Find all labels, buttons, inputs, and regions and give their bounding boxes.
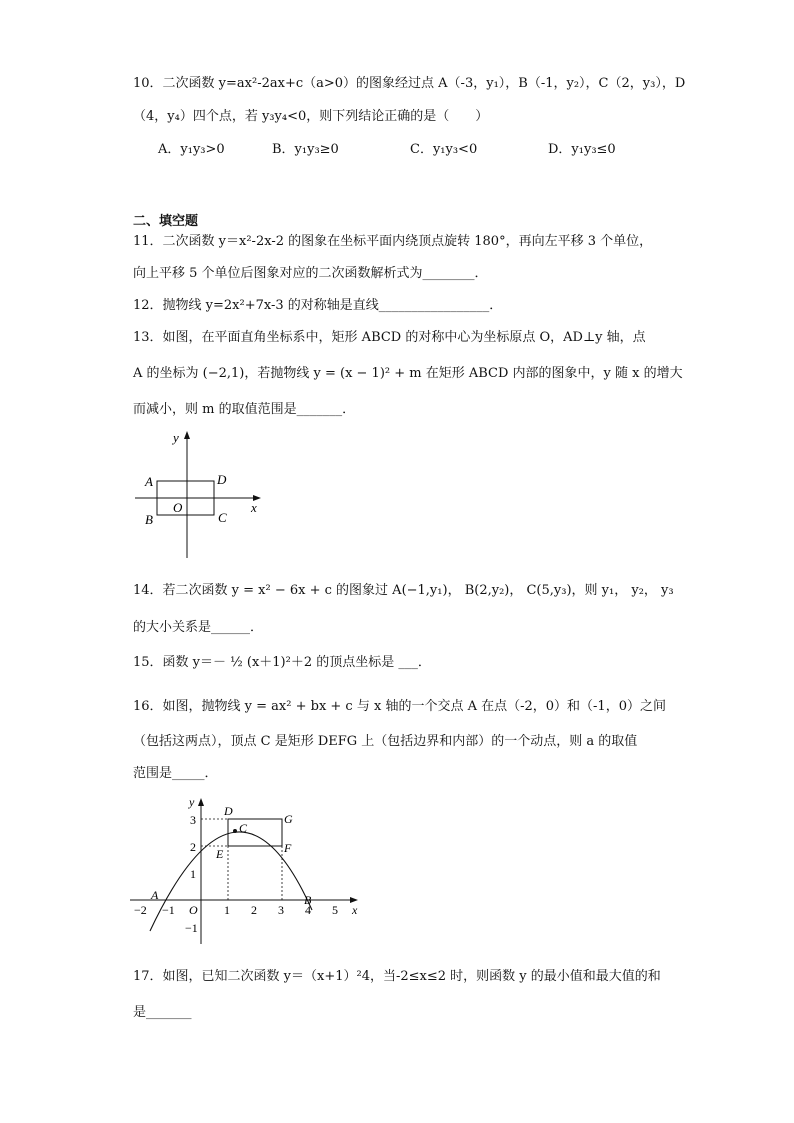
vertex-c-dot: [233, 829, 237, 833]
parabola-figure: [130, 794, 370, 952]
section-title: 二、填空题: [133, 214, 199, 229]
q10-option-c: C．y₁y₃<0: [410, 142, 478, 157]
y-axis-arrow: [198, 798, 204, 806]
point-f-label: F: [284, 841, 292, 855]
q17-line-2: 是_______: [133, 1005, 192, 1020]
x-label: x: [251, 500, 257, 515]
y-label: y: [173, 430, 179, 445]
q10-option-a: A．y₁y₃>0: [158, 142, 225, 157]
q13-line-3: 而减小，则 m 的取值范围是_______．: [133, 402, 356, 417]
rectangle-figure: [130, 428, 270, 562]
origin-label: O: [173, 500, 183, 515]
y-label: y: [189, 795, 195, 809]
q10-line-2: （4，y₄）四个点，若 y₃y₄<0，则下列结论正确的是（ ）: [133, 109, 489, 124]
q14-line-1: 14．若二次函数 y = x² − 6x + c 的图象过 A(−1,y₁)， B(2,y₂)， C(5,y₃)，则 y₁， y₂， y₃: [133, 583, 674, 598]
q17-line-1: 17．如图，已知二次函数 y＝（x+1）²4，当-2≤x≤2 时，则函数 y 的最小值和最大值的和: [133, 969, 661, 984]
x-tick-1: 1: [224, 903, 230, 917]
x-label: x: [352, 903, 358, 917]
point-g-label: G: [284, 812, 293, 826]
point-a-label: A: [145, 474, 153, 489]
y-tick-neg1: −1: [185, 921, 198, 935]
x-tick-3: 3: [278, 903, 284, 917]
point-a-label: A: [151, 888, 159, 902]
point-d-label: D: [224, 804, 233, 818]
q11-line-2: 向上平移 5 个单位后图象对应的二次函数解析式为________．: [133, 266, 488, 281]
q16-line-3: 范围是_____．: [133, 766, 218, 781]
y-tick-2: 2: [190, 840, 196, 854]
y-axis-arrow: [184, 431, 190, 439]
point-c-label: C: [218, 510, 227, 525]
q10-line-1: 10．二次函数 y=ax²-2ax+c（a>0）的图象经过点 A（-3，y₁），B（-1，y₂），C（2，y₃），D: [133, 76, 686, 91]
point-e-label: E: [216, 847, 224, 861]
x-tick-2: 2: [251, 903, 257, 917]
q11-line-1: 11．二次函数 y＝x²-2x-2 的图象在坐标平面内绕顶点旋转 180°，再向左平移 3 个单位，: [133, 234, 653, 249]
x-tick-neg1: −1: [162, 903, 175, 917]
q12-line-1: 12．抛物线 y=2x²+7x-3 的对称轴是直线_________________．: [133, 298, 503, 313]
point-c-label: C: [239, 821, 248, 835]
point-b-label: B: [304, 893, 312, 907]
y-tick-1: 1: [190, 867, 196, 881]
q16-line-1: 16．如图，抛物线 y = ax² + bx + c 与 x 轴的一个交点 A 在点（-2，0）和（-1，0）之间: [133, 699, 666, 714]
x-tick-4: 4: [305, 903, 311, 917]
origin-label: O: [189, 903, 198, 917]
point-d-label: D: [217, 472, 227, 487]
q10-option-b: B．y₁y₃≥0: [272, 142, 339, 157]
q13-line-1: 13．如图，在平面直角坐标系中，矩形 ABCD 的对称中心为坐标原点 O，AD⊥y 轴，点: [133, 330, 646, 345]
y-tick-3: 3: [190, 813, 196, 827]
q13-line-2: A 的坐标为 (−2,1)，若抛物线 y = (x − 1)² + m 在矩形 ABCD 内部的图象中，y 随 x 的增大: [133, 366, 683, 381]
point-b-label: B: [145, 512, 153, 527]
q15-line-1: 15．函数 y＝－ ½ (x＋1)²＋2 的顶点坐标是 ___．: [133, 655, 431, 670]
q14-line-2: 的大小关系是______．: [133, 620, 264, 635]
q16-line-2: （包括这两点），顶点 C 是矩形 DEFG 上（包括边界和内部）的一个动点，则 a 的取值: [133, 734, 638, 749]
q10-option-d: D．y₁y₃≤0: [548, 142, 616, 157]
x-tick-neg2: −2: [134, 903, 147, 917]
x-tick-5: 5: [332, 903, 338, 917]
